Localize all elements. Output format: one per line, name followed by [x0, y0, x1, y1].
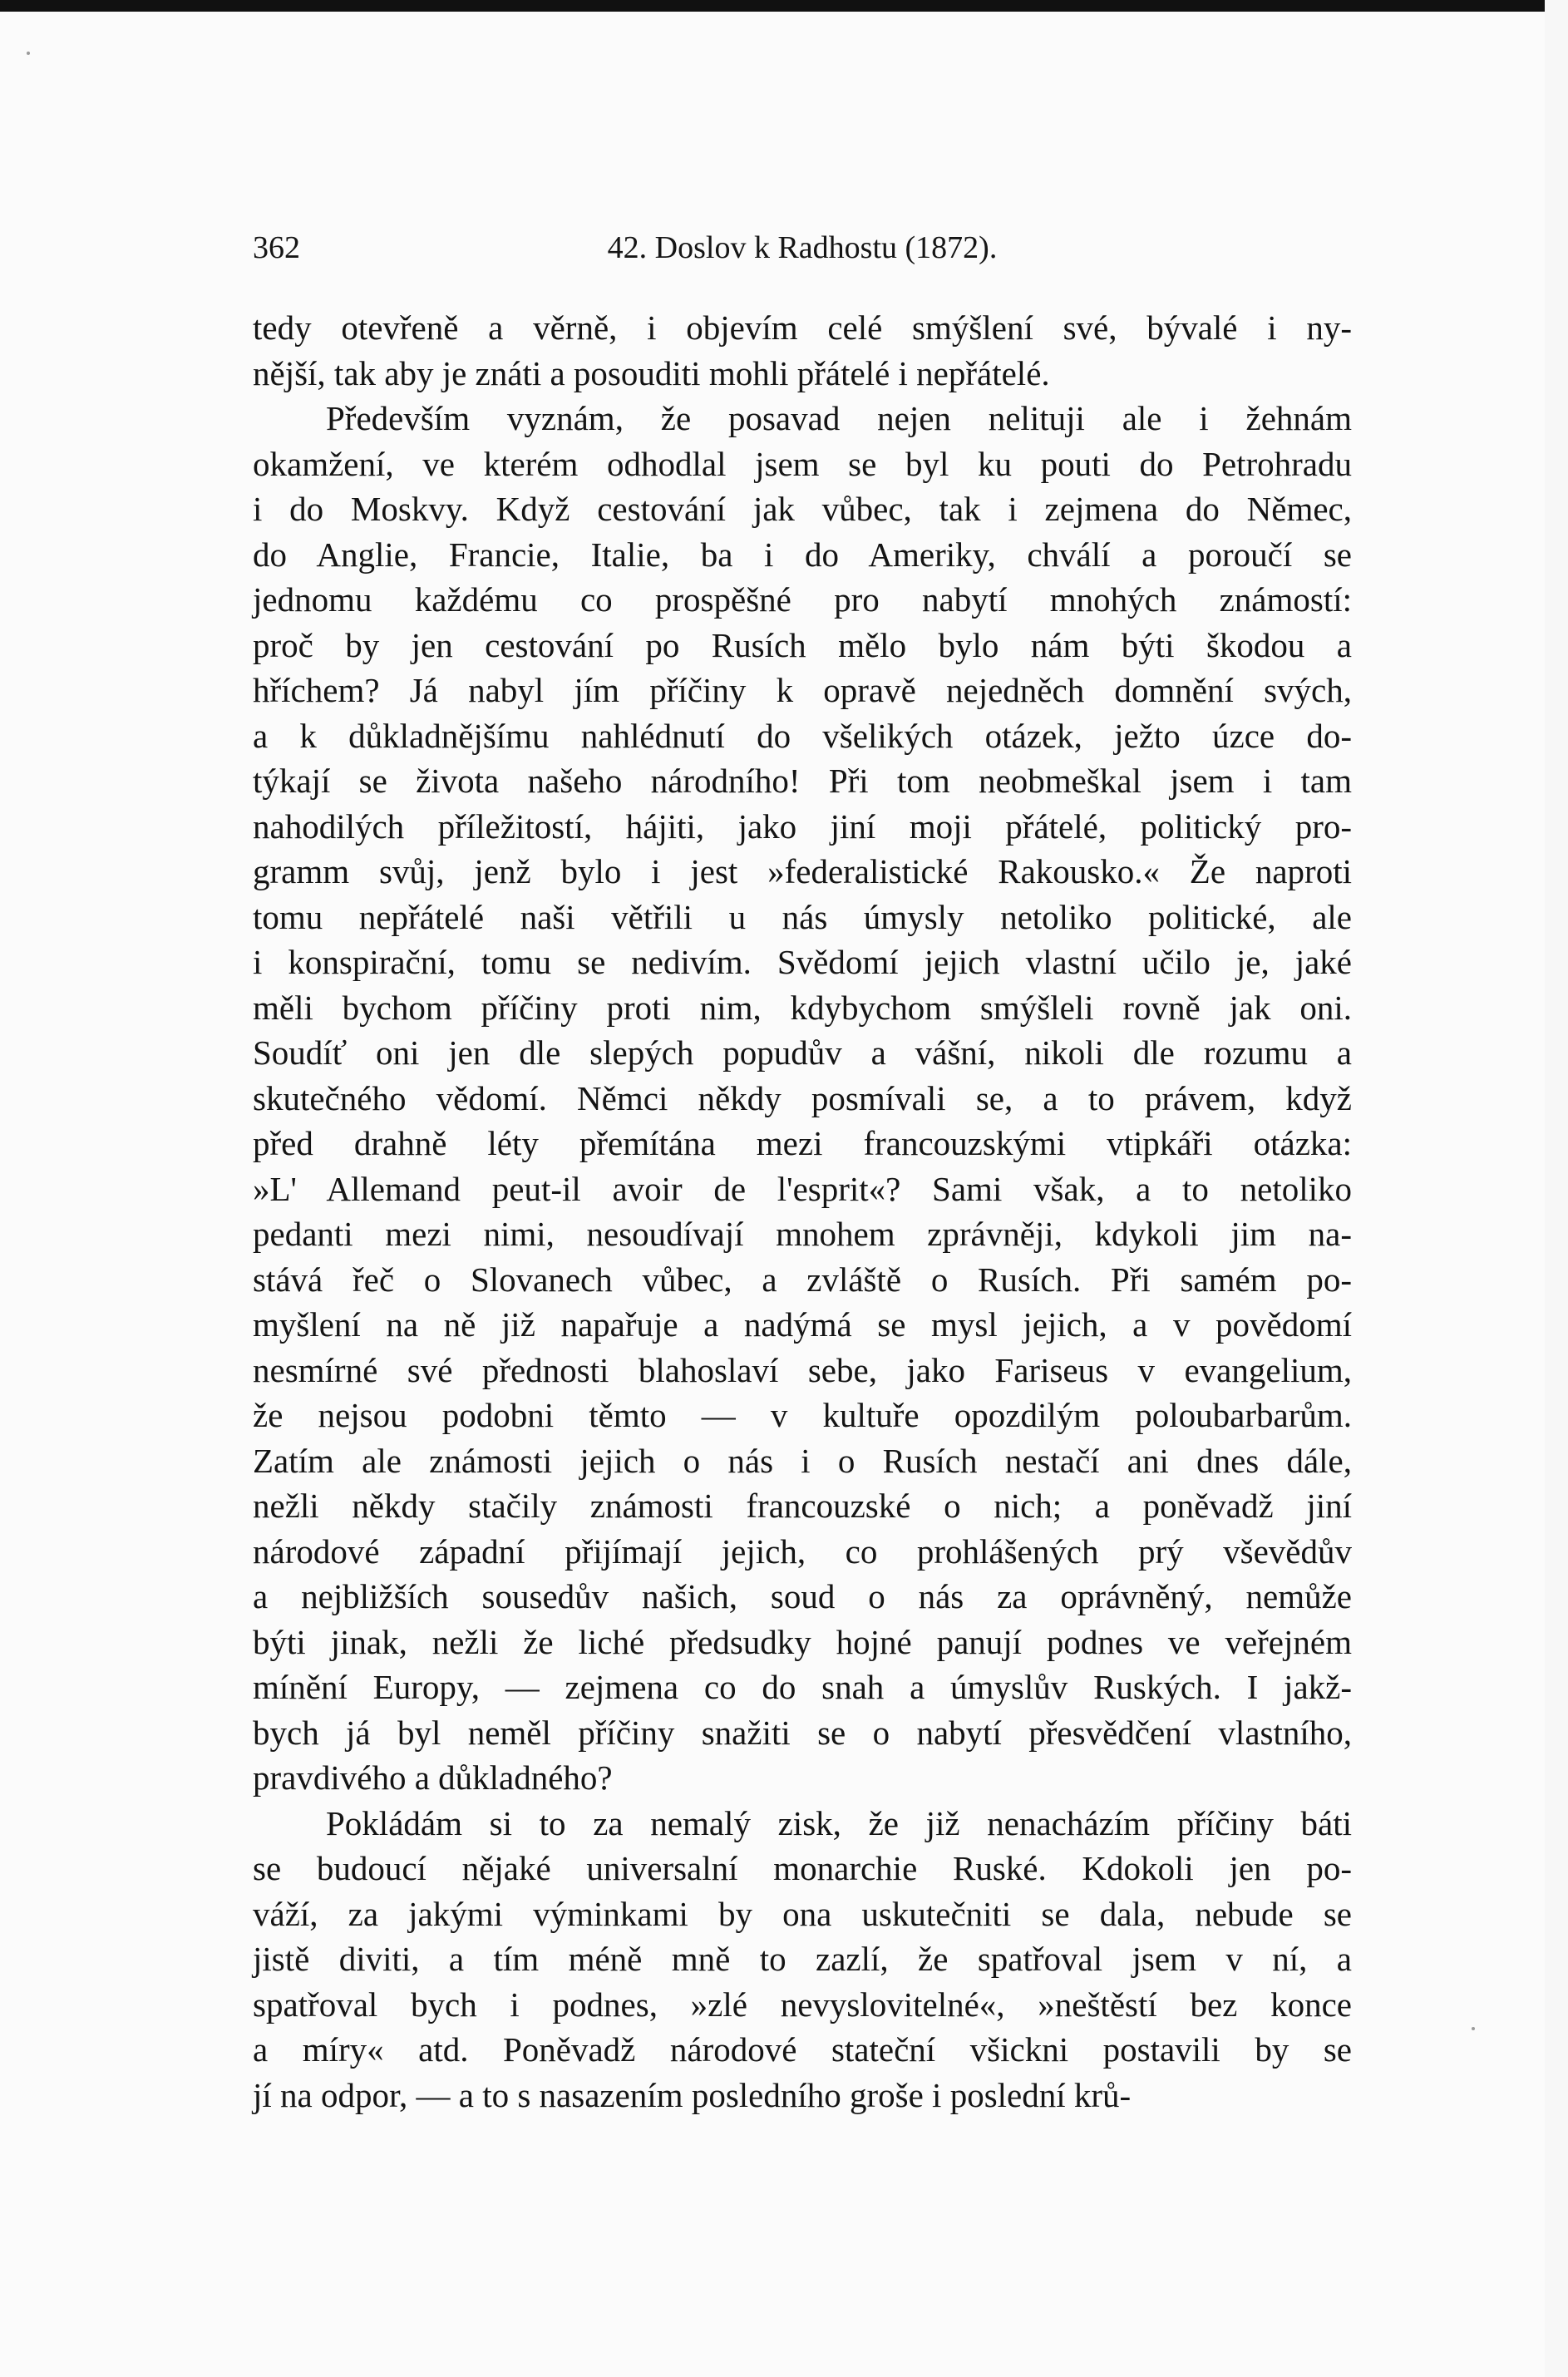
text-line: Soudíť oni jen dle slepých popudův a vášní, nikoli dle rozumu a: [253, 1033, 1352, 1072]
text-line: váží, za jakými výminkami by ona uskutečniti se dala, nebude se: [253, 1894, 1352, 1933]
text-line: jistě diviti, a tím méně mně to zazlí, že spatřoval jsem v ní, a: [253, 1940, 1352, 1978]
text-line: »L' Allemand peut-il avoir de l'esprit«? Sami však, a to netoliko: [253, 1169, 1352, 1208]
text-line: tomu nepřátelé naši větřili u nás úmysly netoliko politické, ale: [253, 897, 1352, 936]
text-line: národové západní přijímají jejich, co prohlášených prý vševědův: [253, 1531, 1352, 1571]
text-line: hříchem? Já nabyl jím příčiny k opravě nejedněch domnění svých,: [253, 671, 1352, 709]
text-line: proč by jen cestování po Rusích mělo bylo nám býti škodou a: [253, 625, 1352, 664]
text-line: mínění Europy, — zejmena co do snah a úmyslův Ruských. I jakž-: [253, 1668, 1352, 1706]
text-line: se budoucí nějaké universalní monarchie Ruské. Kdokoli jen po-: [253, 1849, 1352, 1887]
text-line: před drahně léty přemítána mezi francouzskými vtipkáři otázka:: [253, 1124, 1352, 1162]
paragraph: [253, 396, 1352, 1801]
text-line: bych já byl neměl příčiny snažiti se o nabytí přesvědčení vlastního,: [253, 1713, 1352, 1752]
running-header: [253, 229, 1352, 271]
text-line: a míry« atd. Poněvadž národové stateční všickni postavili by se: [253, 2030, 1352, 2069]
text-line: týkají se života našeho národního! Při tom neobmeškal jsem i tam: [253, 762, 1352, 800]
text-line: měli bychom příčiny proti nim, kdybychom smýšleli rovně jak oni.: [253, 988, 1352, 1027]
text-line: i do Moskvy. Když cestování jak vůbec, tak i zejmena do Němec,: [253, 490, 1352, 528]
text-line: myšlení na ně již napařuje a nadýmá se mysl jejich, a v povědomí: [253, 1305, 1352, 1344]
text-line: Především vyznám, že posavad nejen nelituji ale i žehnám: [326, 399, 1352, 437]
text-line: do Anglie, Francie, Italie, ba i do Ameriky, chválí a poroučí se: [253, 535, 1352, 574]
text-line: skutečného vědomí. Němci někdy posmívali se, a to právem, když: [253, 1078, 1352, 1117]
text-line: Pokládám si to za nemalý zisk, že již nenacházím příčiny báti: [326, 1803, 1352, 1842]
scan-right-edge: [1545, 0, 1568, 2377]
running-title: 42. Doslov k Radhostu (1872).: [607, 230, 998, 265]
text-line: nahodilých příležitostí, hájiti, jako jiní moji přátelé, politický pro-: [253, 806, 1352, 846]
body-text: [253, 305, 1352, 2118]
text-line: a nejbližších sousedův našich, soud o nás za oprávněný, nemůže: [253, 1577, 1352, 1615]
text-line: nesmírné své přednosti blahoslaví sebe, jako Fariseus v evangelium,: [253, 1350, 1352, 1389]
text-line: i konspirační, tomu se nedivím. Svědomí jejich vlastní učilo je, jaké: [253, 943, 1352, 981]
text-line: býti jinak, nežli že liché předsudky hojné panují podnes ve veřejném: [253, 1622, 1352, 1661]
scan-speck: [1472, 2027, 1475, 2030]
text-line: nější, tak aby je znáti a posouditi mohli přátelé i nepřátelé.: [253, 353, 1050, 392]
text-line: a k důkladnějšímu nahlédnutí do všelikých otázek, ježto úzce do-: [253, 716, 1352, 755]
text-line: pedanti mezi nimi, nesoudívají mnohem zprávněji, kdykoli jim na-: [253, 1215, 1352, 1253]
text-line: tedy otevřeně a věrně, i objevím celé smýšlení své, bývalé i ny-: [253, 308, 1352, 347]
text-line: že nejsou podobni těmto — v kultuře opozdilým poloubarbarům.: [253, 1396, 1352, 1434]
text-line: okamžení, ve kterém odhodlal jsem se byl ku pouti do Petrohradu: [253, 444, 1352, 483]
text-line: stává řeč o Slovanech vůbec, a zvláště o Rusích. Při samém po-: [253, 1260, 1352, 1299]
text-line: jednomu každému co prospěšné pro nabytí mnohých známostí:: [253, 580, 1352, 619]
page-number: 362: [253, 230, 300, 265]
text-line: jí na odpor, — a to s nasazením posledního groše i poslední krů-: [253, 2075, 1132, 2114]
paragraph: [253, 305, 1352, 396]
text-line: gramm svůj, jenž bylo i jest »federalistické Rakousko.« Že naproti: [253, 852, 1352, 890]
text-line: pravdivého a důkladného?: [253, 1758, 613, 1797]
scan-top-edge: [0, 0, 1545, 12]
text-line: Zatím ale známosti jejich o nás i o Rusích nestačí ani dnes dále,: [253, 1441, 1352, 1480]
paragraph: [253, 1801, 1352, 2118]
text-line: nežli někdy stačily známosti francouzské o nich; a poněvadž jiní: [253, 1487, 1352, 1525]
text-line: spatřoval bych i podnes, »zlé nevyslovitelné«, »neštěstí bez konce: [253, 1985, 1352, 2024]
scan-speck: [27, 52, 30, 55]
